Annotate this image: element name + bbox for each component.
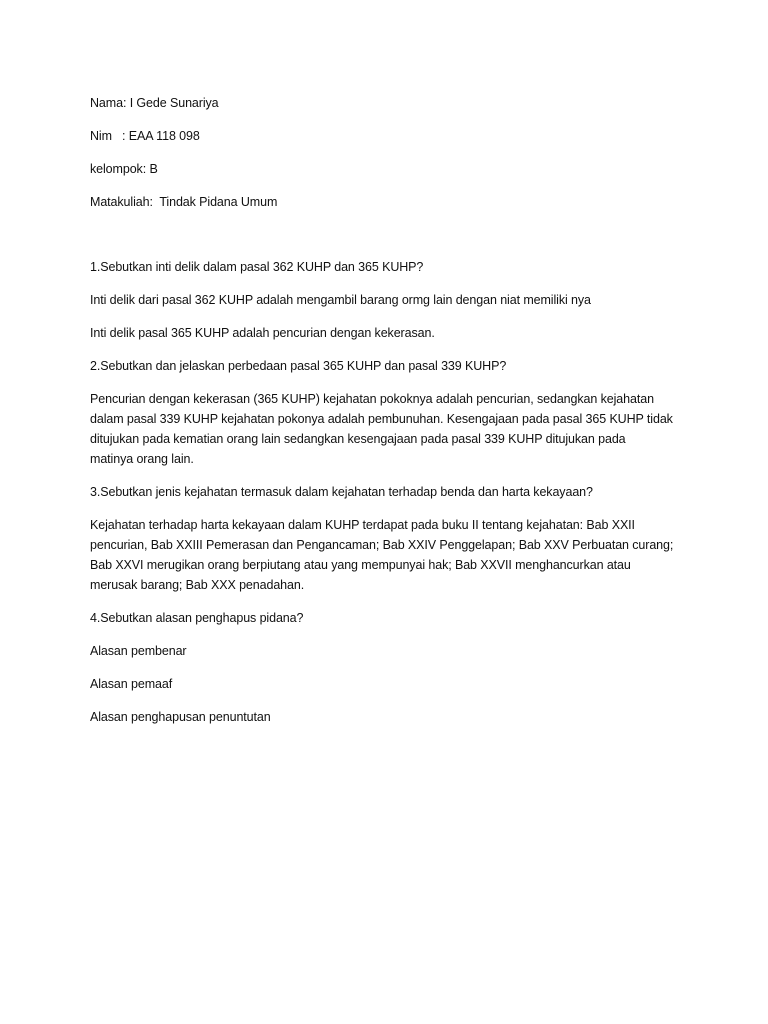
document-content: [90, 93, 690, 727]
answer-4-item-2: Alasan pemaaf: [90, 677, 173, 691]
answer-2-line: matinya orang lain.: [90, 452, 194, 466]
question-1: 1.Sebutkan inti delik dalam pasal 362 KUHP dan 365 KUHP?: [90, 260, 424, 274]
answer-4-item-1: Alasan pembenar: [90, 644, 187, 658]
student-nim: Nim : EAA 118 098: [90, 129, 200, 143]
question-4: 4.Sebutkan alasan penghapus pidana?: [90, 611, 304, 625]
answer-1-line-1: Inti delik dari pasal 362 KUHP adalah mengambil barang ormg lain dengan niat memiliki nya: [90, 293, 591, 307]
answer-3: [90, 515, 690, 595]
answer-3-line: merusak barang; Bab XXX penadahan.: [90, 578, 305, 592]
course-name: Matakuliah: Tindak Pidana Umum: [90, 195, 278, 209]
answer-2-line: ditujukan pada kematian orang lain sedangkan kesengajaan pada pasal 339 KUHP ditujukan pada: [90, 432, 626, 446]
answer-1-line-2: Inti delik pasal 365 KUHP adalah pencurian dengan kekerasan.: [90, 326, 435, 340]
answer-3-line: pencurian, Bab XXIII Pemerasan dan Pengancaman; Bab XXIV Penggelapan; Bab XXV Perbuatan curang;: [90, 538, 674, 552]
answer-2: [90, 389, 690, 469]
answer-2-line: dalam pasal 339 KUHP kejahatan pokonya adalah pembunuhan. Kesengajaan pada pasal 365 KUHP tidak: [90, 412, 673, 426]
answer-3-line: Kejahatan terhadap harta kekayaan dalam KUHP terdapat pada buku II tentang kejahatan: Bab XXII: [90, 518, 635, 532]
question-3: 3.Sebutkan jenis kejahatan termasuk dalam kejahatan terhadap benda dan harta kekayaan?: [90, 485, 593, 499]
spacer: [90, 212, 690, 257]
student-group: kelompok: B: [90, 162, 158, 176]
answer-2-line: Pencurian dengan kekerasan (365 KUHP) kejahatan pokoknya adalah pencurian, sedangkan kejahatan: [90, 392, 654, 406]
student-name: Nama: I Gede Sunariya: [90, 96, 219, 110]
question-2: 2.Sebutkan dan jelaskan perbedaan pasal 365 KUHP dan pasal 339 KUHP?: [90, 359, 507, 373]
answer-4-item-3: Alasan penghapusan penuntutan: [90, 710, 271, 724]
answer-3-line: Bab XXVI merugikan orang berpiutang atau yang mempunyai hak; Bab XXVII menghancurkan atau: [90, 558, 631, 572]
